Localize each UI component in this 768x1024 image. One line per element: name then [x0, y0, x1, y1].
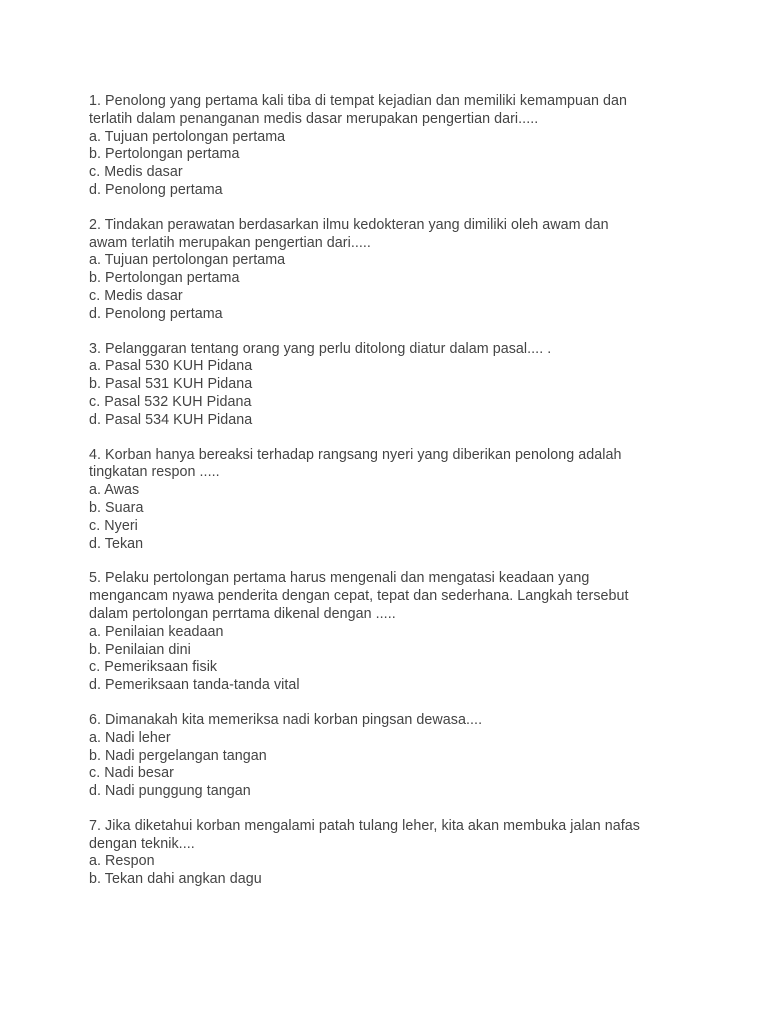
answer-option-c: c. Medis dasar — [89, 287, 183, 304]
answer-option-a: a. Awas — [89, 482, 140, 499]
question-stem-line: 3. Pelanggaran tentang orang yang perlu ditolong diatur dalam pasal.... . — [89, 340, 552, 357]
question-stem-line: tingkatan respon ..... — [89, 464, 220, 481]
answer-option-c: c. Nyeri — [89, 517, 138, 534]
question-6 — [89, 712, 729, 801]
question-stem-line: dalam pertolongan perrtama dikenal dengan ..... — [89, 605, 396, 622]
answer-option-a: a. Pasal 530 KUH Pidana — [89, 358, 253, 375]
question-7 — [89, 818, 729, 889]
question-stem-line: 6. Dimanakah kita memeriksa nadi korban pingsan dewasa.... — [89, 711, 483, 728]
answer-option-d: d. Penolong pertama — [89, 181, 223, 198]
answer-option-c: c. Pemeriksaan fisik — [89, 659, 218, 676]
answer-option-b: b. Penilaian dini — [89, 641, 191, 658]
question-stem-line: terlatih dalam penanganan medis dasar merupakan pengertian dari..... — [89, 110, 539, 127]
question-1 — [89, 93, 729, 200]
answer-option-d: d. Pasal 534 KUH Pidana — [89, 411, 253, 428]
question-stem-line: mengancam nyawa penderita dengan cepat, tepat dan sederhana. Langkah tersebut — [89, 588, 629, 605]
answer-option-d: d. Tekan — [89, 535, 144, 552]
question-2 — [89, 217, 729, 324]
question-stem-line: dengan teknik.... — [89, 835, 195, 852]
answer-option-c: c. Nadi besar — [89, 765, 174, 782]
answer-option-b: b. Pertolongan pertama — [89, 146, 240, 163]
answer-option-c: c. Medis dasar — [89, 164, 183, 181]
answer-option-c: c. Pasal 532 KUH Pidana — [89, 393, 252, 410]
question-stem-line: 5. Pelaku pertolongan pertama harus mengenali dan mengatasi keadaan yang — [89, 570, 590, 587]
document-page — [89, 93, 729, 906]
answer-option-b: b. Pertolongan pertama — [89, 270, 240, 287]
question-stem-line: 1. Penolong yang pertama kali tiba di tempat kejadian dan memiliki kemampuan dan — [89, 93, 628, 109]
answer-option-b: b. Pasal 531 KUH Pidana — [89, 376, 253, 393]
answer-option-b: b. Tekan dahi angkan dagu — [89, 871, 262, 888]
answer-option-b: b. Suara — [89, 499, 144, 516]
question-5 — [89, 570, 729, 695]
answer-option-a: a. Tujuan pertolongan pertama — [89, 252, 286, 269]
answer-option-a: a. Respon — [89, 853, 155, 870]
question-stem-line: 2. Tindakan perawatan berdasarkan ilmu kedokteran yang dimiliki oleh awam dan — [89, 216, 609, 233]
question-4 — [89, 447, 729, 554]
question-stem-line: awam terlatih merupakan pengertian dari..... — [89, 234, 371, 251]
question-stem-line: 4. Korban hanya bereaksi terhadap rangsang nyeri yang diberikan penolong adalah — [89, 446, 622, 463]
answer-option-b: b. Nadi pergelangan tangan — [89, 747, 267, 764]
answer-option-d: d. Pemeriksaan tanda-tanda vital — [89, 677, 300, 694]
answer-option-a: a. Nadi leher — [89, 729, 171, 746]
answer-option-d: d. Nadi punggung tangan — [89, 783, 251, 800]
answer-option-a: a. Tujuan pertolongan pertama — [89, 128, 286, 145]
answer-option-d: d. Penolong pertama — [89, 305, 223, 322]
answer-option-a: a. Penilaian keadaan — [89, 623, 224, 640]
question-stem-line: 7. Jika diketahui korban mengalami patah tulang leher, kita akan membuka jalan nafas — [89, 817, 640, 834]
question-3 — [89, 341, 729, 430]
